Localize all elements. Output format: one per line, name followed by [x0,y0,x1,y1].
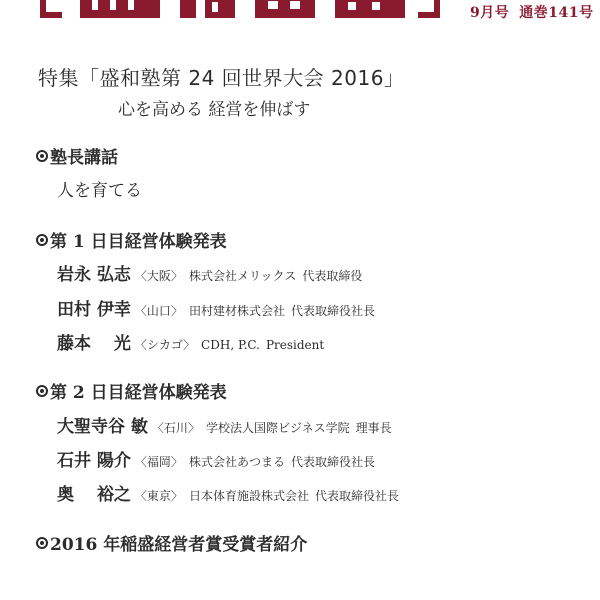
feature-title: 特集「盛和塾第 24 回世界大会 2016」 [38,66,405,90]
presenter-row [57,260,362,285]
address-title: 人を育てる [57,181,142,201]
presenter-name: 藤本 光 [57,334,131,354]
feature-subtitle: 心を高める 経営を伸ばす [118,100,311,120]
presenter-company: CDH, P.C. [201,338,260,352]
presenter-title: 代表取締役社長 [314,489,399,503]
bullet-icon [36,150,48,162]
presenter-title: 代表取締役社長 [290,455,375,469]
issue-info [470,2,600,22]
section-heading-label: 第 1 日目経営体験発表 [50,232,227,252]
presenter-name: 岩永 弘志 [57,265,131,285]
presenter-row [57,412,392,437]
presenter-location: 〈大阪〉 [134,269,183,283]
presenter-location: 〈シカゴ〉 [134,338,196,352]
presenter-name: 奥 裕之 [57,485,131,505]
presenter-company: 株式会社あつまる [188,455,285,469]
section-heading-day2 [36,378,227,403]
presenter-location: 〈山口〉 [134,304,183,318]
presenter-title: President [265,338,325,352]
section-heading-address [36,143,118,168]
section-heading-label: 第 2 日目経営体験発表 [50,383,227,403]
presenter-company: 学校法人国際ビジネス学院 [205,421,350,435]
presenter-name: 田村 伊幸 [57,300,131,320]
presenter-title: 理事長 [355,421,392,435]
presenter-row [57,329,324,354]
bullet-icon [36,234,48,246]
presenter-company: 田村建材株式会社 [188,304,285,318]
presenter-location: 〈石川〉 [151,421,200,435]
presenter-title: 代表取締役 [302,269,363,283]
section-heading-label: 2016 年稲盛経営者賞受賞者紹介 [50,535,308,555]
presenter-row [57,295,375,320]
section-heading-label: 塾長講話 [50,148,118,168]
section-heading-day1 [36,227,227,252]
presenter-name: 石井 陽介 [57,451,131,471]
bullet-icon [36,537,48,549]
magazine-logo [40,0,440,20]
presenter-company: 日本体育施設株式会社 [188,489,309,503]
presenter-company: 株式会社メリックス [188,269,297,283]
presenter-row [57,446,375,471]
presenter-row [57,480,399,505]
bullet-icon [36,385,48,397]
presenter-title: 代表取締役社長 [290,304,375,318]
issue-month: 9月号 [470,5,510,21]
presenter-location: 〈福岡〉 [134,455,183,469]
presenter-location: 〈東京〉 [134,489,183,503]
presenter-name: 大聖寺谷 敏 [57,417,148,437]
issue-volume: 通巻141号 [519,5,594,21]
section-heading-award [36,530,307,555]
masthead [0,0,600,34]
